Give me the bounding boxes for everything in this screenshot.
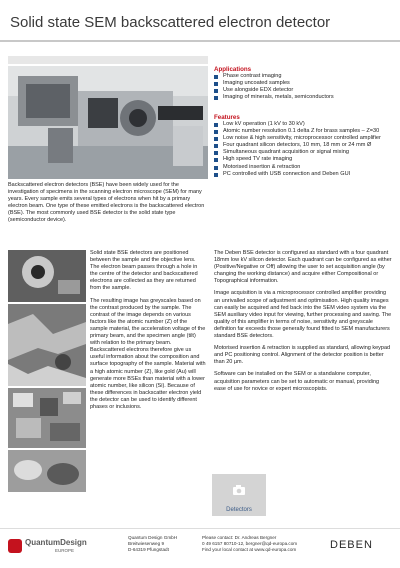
detector-photo [8, 66, 208, 179]
list-item: PC controlled with USB connection and Deben GUI [214, 171, 394, 178]
photo-top-strip [8, 56, 208, 64]
right-paragraph: The Deben BSE detector is configured as standard with a four quadrant 18mm low kV silicon detector. Each quadrant can be configured as either (Positive/Negative or Off) allowing the user to set acquisition angle (by changing the working distance) and acquire either Compositional or Topographical information. [214, 250, 392, 285]
list-item: Atomic number resolution 0.1 delta Z for brass samples – Z=30 [214, 128, 394, 135]
features-section [214, 114, 394, 178]
page-title: Solid state SEM backscattered electron detector [10, 14, 331, 31]
right-paragraph: Software can be installed on the SEM or a standalone computer, acquisition parameters can be set to automatic or manual, providing ease of use for novice or expert microscopists. [214, 371, 380, 392]
right-paragraph: Motorised insertion & retraction is supplied as standard, allowing keypad and PC positioning control. Alignment of the detector position is better than 20 µm. [214, 345, 391, 366]
sem-image-3 [8, 388, 86, 448]
list-item: Motorised insertion & retraction [214, 164, 394, 171]
contact-line: Find your local contact at www.qd-europa.com [202, 546, 297, 552]
middle-column [90, 250, 206, 411]
list-item: Low kV operation (1 kV to 30 kV) [214, 121, 394, 128]
contact-line: 0 49 6157 80710-12, bergner@qd-europa.com [202, 540, 298, 546]
detectors-tag [212, 474, 266, 516]
mid-paragraph: The resulting image has greyscales based on the contrast produced by the sample. The contrast of the image depends on various factors like the atomic number (Z) of the sample material, the acceleration voltage of the primary beam, and the specimen angle (tilt) with relation to the primary beam. Backscattered electrons therefore give us useful information about the composition and surface topography of the sample. Material with a high atomic number (Z), like gold (Au) will generate more BSEs than material with a lower atomic number, like silicon (Si). Because of these differences in backscatter electron yield the detector can be used to identify different phases or inclusions. [90, 297, 206, 410]
applications-heading: Applications [214, 66, 252, 73]
right-column [214, 250, 392, 393]
qd-logo-text: QuantumDesign [25, 538, 87, 547]
camera-icon [232, 484, 246, 496]
features-heading: Features [214, 114, 240, 121]
list-item: Low noise & high sensitivity, microprocessor controlled amplifier [214, 135, 394, 142]
applications-list [214, 73, 394, 101]
qd-logo-mark [8, 539, 22, 553]
list-item: Simultaneous quadrant acquisition or signal mixing [214, 149, 394, 156]
list-item: Phase contrast imaging [214, 73, 394, 80]
company-line: Quantum Design GmbH [128, 535, 178, 540]
contact-line: Please contact: Dr. Andreas Bergner [202, 535, 277, 540]
sem-image-1 [8, 250, 86, 302]
list-item: Four quadrant silicon detectors, 10 mm, 18 mm or 24 mm Ø [214, 142, 394, 149]
company-address [128, 535, 177, 552]
company-line: Breitwiesenweg 9 [128, 540, 165, 546]
list-item: Imaging uncoated samples [214, 80, 394, 87]
sem-image-2 [8, 304, 86, 386]
sample-images-column [8, 250, 86, 494]
title-rule [0, 40, 400, 42]
footer [0, 528, 400, 568]
list-item: High speed TV rate imaging [214, 156, 394, 163]
deben-logo: DEBEN [330, 539, 373, 551]
qd-logo-sub: EUROPE [55, 548, 75, 553]
features-list [214, 121, 394, 178]
mid-paragraph: Solid state BSE detectors are positioned between the sample and the objective lens. The electron beam passes through a hole in the centre of the detector and backscattered electrons are collected as they are returned from the sample. [90, 250, 198, 292]
list-item: Imaging of minerals, metals, semiconductors [214, 94, 394, 101]
applications-section [214, 66, 394, 101]
company-line: D-64319 Pfungstadt [128, 546, 169, 552]
title-bar [0, 0, 400, 42]
right-paragraph: Image acquisition is via a microprocessor controlled amplifier providing an unrivalled scope of adjustment and optimisation. High quality images can easily be acquired and fed back into the SEM video system via the SEM auxiliary video input for viewing, further processing and saving. The quality of this amplifier in terms of noise, sensitivity and greyscale definition far exceeds those generally found fitted to SEM manufacturers standard BSE detectors. [214, 290, 392, 340]
detectors-label: Detectors [226, 507, 252, 513]
intro-paragraph: Backscattered electron detectors (BSE) have been widely used for the investigation of specimens in the scanning electron microscope (SEM) for many years. Every sample emits several types of electrons when hit by a primary electron beam. One type of these emitted electrons is the backscattered electron (BSE). The most commonly used BSE detector is the solid state type (semiconductor device). [8, 182, 205, 224]
contact-info [202, 535, 297, 552]
list-item: Use alongside EDX detector [214, 87, 394, 94]
sem-image-4 [8, 450, 86, 492]
